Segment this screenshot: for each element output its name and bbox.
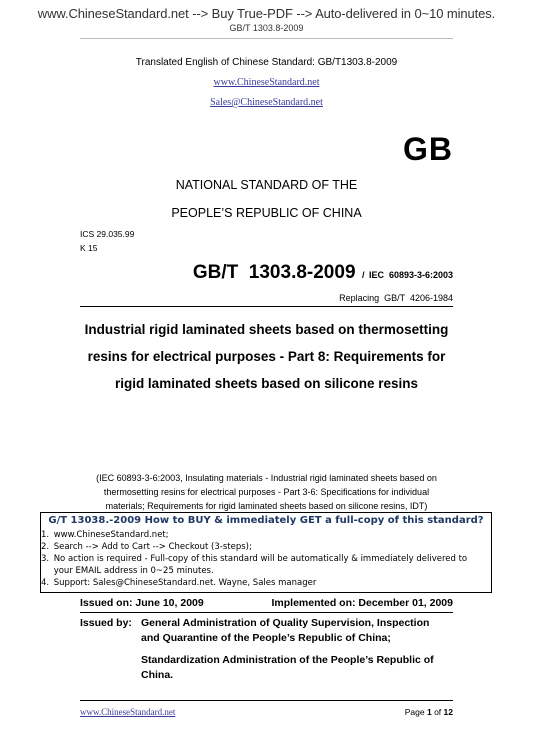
header-email-link[interactable]: Sales@ChineseStandard.net	[210, 97, 323, 108]
iec-note-1: (IEC 60893-3-6:2003, Insulating materials - Industrial rigid laminated sheets based on	[96, 473, 437, 483]
buy-item-4-num: 4.	[41, 578, 50, 588]
standard-number-line	[193, 262, 453, 284]
page-total: 12	[443, 707, 453, 717]
replacing-note: Replacing GB/T 4206-1984	[339, 293, 453, 303]
buy-item-3-cont	[41, 566, 214, 576]
footer-divider	[80, 700, 453, 701]
buy-item-2	[41, 542, 252, 552]
page-of: of	[434, 707, 442, 717]
buy-item-4[interactable]	[41, 578, 316, 588]
buy-item-1-num: 1.	[41, 530, 50, 540]
page-current: 1	[426, 707, 432, 717]
iec-number: IEC 60893-3-6:2003	[368, 270, 453, 280]
top-banner[interactable]	[0, 6, 533, 21]
issuer-1-line-2: and Quarantine of the People’s Republic of China;	[141, 632, 391, 644]
buy-item-3-num: 3.	[41, 554, 50, 564]
standard-number: GB/T 1303.8-2009	[192, 262, 356, 283]
translated-note: Translated English of Chinese Standard: GB/T1303.8-2009	[135, 57, 398, 68]
page-prefix: Page	[404, 707, 425, 717]
title-line-1: Industrial rigid laminated sheets based on thermosetting	[84, 322, 449, 337]
buy-item-3-text: No action is required - Full-copy of this standard will be automatically & immediately delivered to	[53, 554, 468, 564]
issuer-2-line-1: Standardization Administration of the People’s Republic of	[141, 654, 434, 666]
buy-item-4-text[interactable]: Support: Sales@ChineseStandard.net. Wayne, Sales manager	[53, 578, 317, 588]
banner-divider	[80, 38, 453, 39]
issuer-1-line-1: General Administration of Quality Supervision, Inspection	[141, 617, 430, 629]
header-website[interactable]	[0, 77, 533, 88]
ics-code: ICS 29.035.99	[80, 229, 135, 239]
national-line-2: PEOPLE’S REPUBLIC OF CHINA	[171, 206, 362, 220]
k-code: K 15	[80, 243, 98, 253]
issuer-2-line-2: China.	[141, 669, 174, 681]
standard-separator: /	[361, 270, 365, 280]
iec-note-2: thermosetting resins for electrical purposes - Part 3-6: Specifications for individual	[103, 487, 430, 497]
buy-item-1-text[interactable]: www.ChineseStandard.net;	[53, 530, 169, 540]
issued-on: Issued on: June 10, 2009	[80, 597, 204, 609]
footer-website[interactable]	[80, 707, 175, 717]
iec-note-3: materials; Requirements for rigid laminated sheets based on silicone resins, IDT)	[105, 501, 428, 511]
header-email[interactable]	[0, 97, 533, 108]
standard-divider	[80, 306, 453, 307]
buy-item-3	[41, 554, 467, 564]
buy-box	[40, 512, 492, 593]
banner-overlay-text: GB/T 1303.8-2009	[229, 23, 304, 33]
buy-item-2-num: 2.	[41, 542, 50, 552]
buy-item-1[interactable]	[41, 530, 169, 540]
buy-box-heading: G/T 13038.-2009 How to BUY & immediately GET a full-copy of this standard?	[48, 515, 484, 526]
footer-website-link[interactable]: www.ChineseStandard.net	[80, 707, 176, 717]
buy-item-2-text: Search --> Add to Cart --> Checkout (3-steps);	[53, 542, 252, 552]
page-number	[405, 707, 453, 717]
title-line-3: rigid laminated sheets based on silicone resins	[114, 376, 419, 391]
banner-overlay	[0, 23, 533, 33]
issued-by-label: Issued by:	[80, 617, 132, 629]
dates-divider	[80, 612, 453, 613]
header-website-link[interactable]: www.ChineseStandard.net	[213, 77, 320, 88]
gb-logo: GB	[403, 131, 453, 167]
title-line-2: resins for electrical purposes - Part 8: Requirements for	[87, 349, 446, 364]
implemented-on: Implemented on: December 01, 2009	[271, 597, 453, 609]
national-line-1: NATIONAL STANDARD OF THE	[175, 178, 358, 192]
banner-text[interactable]: www.ChineseStandard.net --> Buy True-PDF --> Auto-delivered in 0~10 minutes.	[37, 6, 496, 21]
buy-item-3-cont-text: your EMAIL address in 0~25 minutes.	[53, 566, 214, 576]
